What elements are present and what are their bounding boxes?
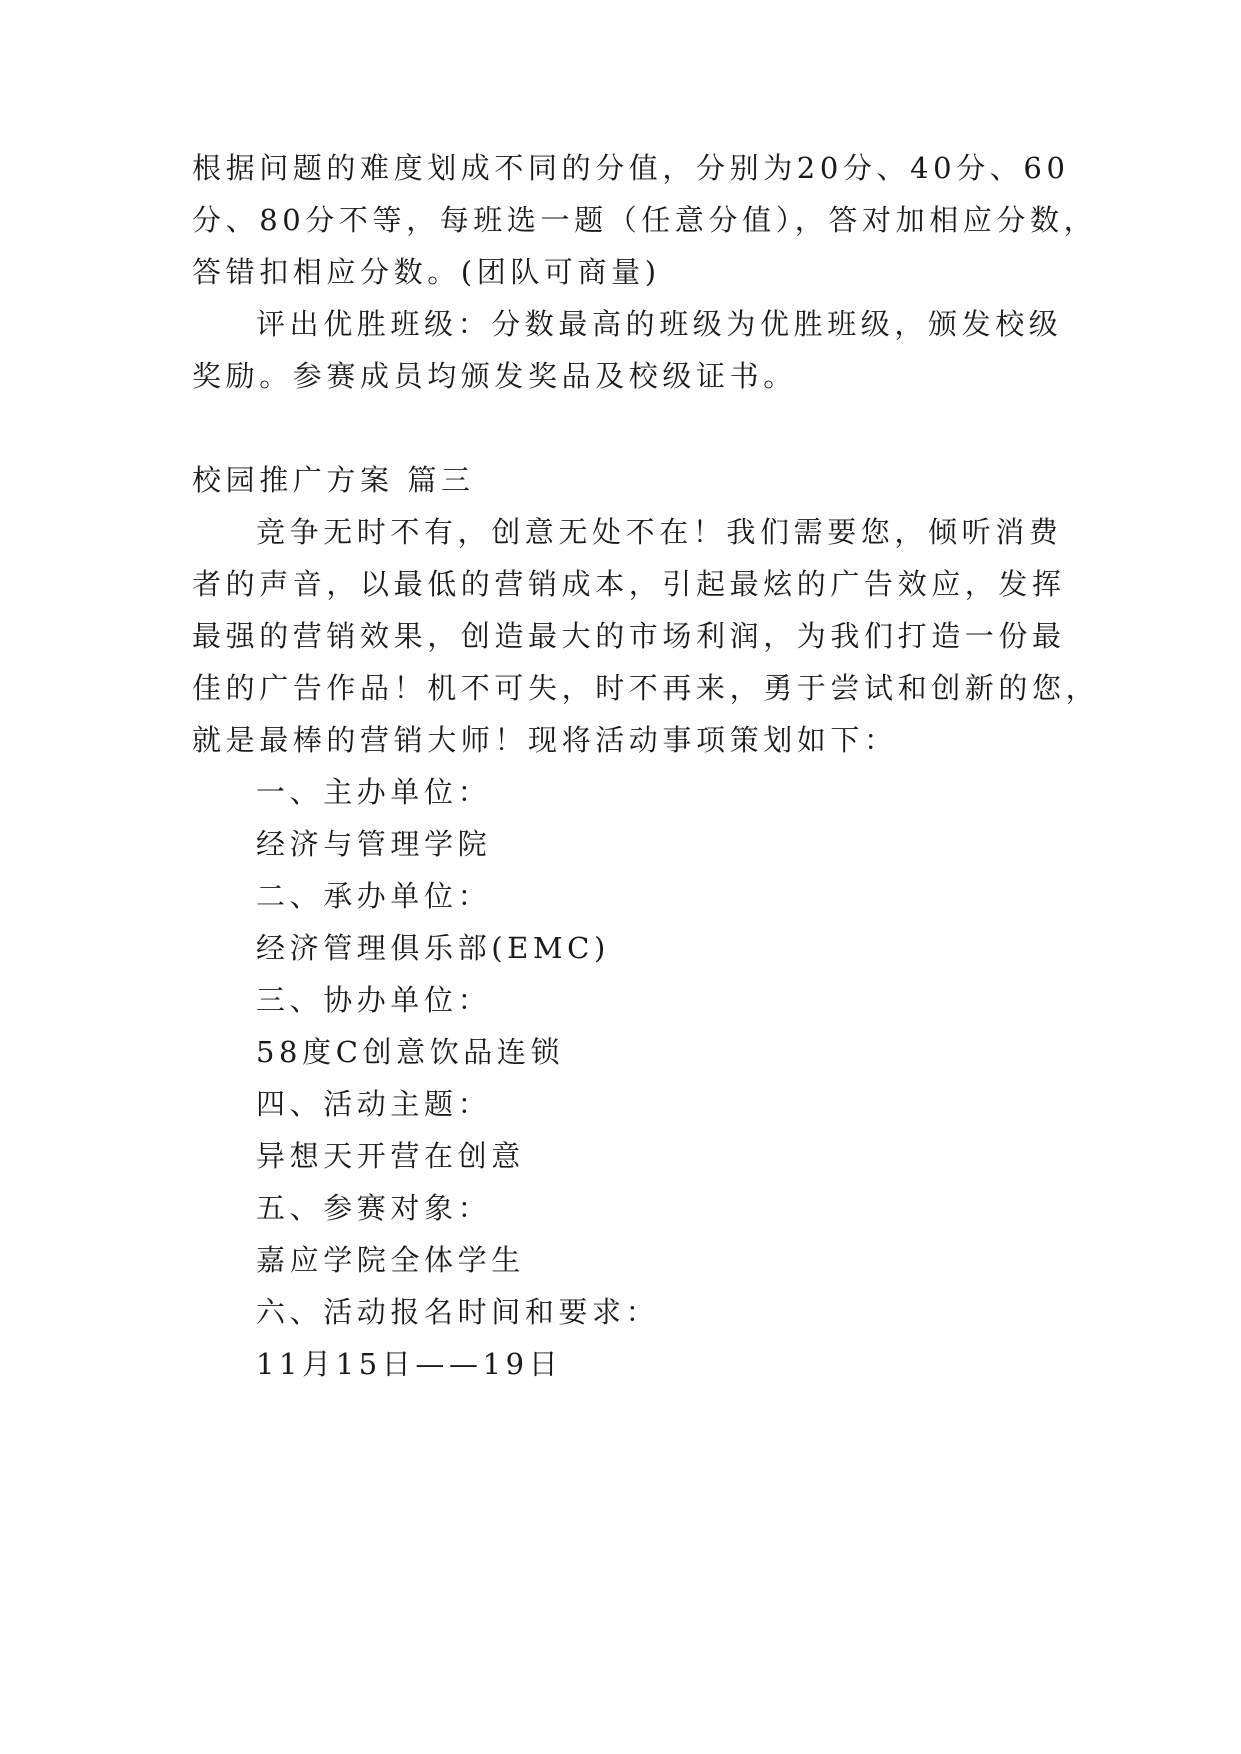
paragraph-1-line-2: 分、80分不等，每班选一题（任意分值），答对加相应分数， bbox=[192, 203, 1098, 237]
item-value-organizer: 经济与管理学院 bbox=[256, 827, 492, 861]
section-title: 校园推广方案 篇三 bbox=[192, 463, 475, 497]
paragraph-1-line-3: 答错扣相应分数。(团队可商量) bbox=[192, 255, 661, 289]
item-heading-co-organizer: 三、协办单位： bbox=[256, 983, 492, 1017]
item-value-participants: 嘉应学院全体学生 bbox=[256, 1243, 525, 1277]
paragraph-3-line-3: 最强的营销效果，创造最大的市场利润，为我们打造一份最 bbox=[192, 619, 1066, 653]
item-heading-participants: 五、参赛对象： bbox=[256, 1191, 492, 1225]
item-heading-theme: 四、活动主题： bbox=[256, 1087, 492, 1121]
item-heading-registration: 六、活动报名时间和要求： bbox=[256, 1295, 660, 1329]
paragraph-3-line-1: 竞争无时不有，创意无处不在！我们需要您，倾听消费 bbox=[256, 515, 1063, 549]
item-heading-organizer: 一、主办单位： bbox=[256, 775, 492, 809]
item-value-theme: 异想天开营在创意 bbox=[256, 1139, 525, 1173]
item-value-host: 经济管理俱乐部(EMC) bbox=[256, 931, 610, 965]
paragraph-2-line-1: 评出优胜班级：分数最高的班级为优胜班级，颁发校级 bbox=[256, 307, 1063, 341]
item-value-co-organizer: 58度C创意饮品连锁 bbox=[256, 1035, 565, 1069]
paragraph-3-line-2: 者的声音，以最低的营销成本，引起最炫的广告效应，发挥 bbox=[192, 567, 1066, 601]
paragraph-2-line-2: 奖励。参赛成员均颁发奖品及校级证书。 bbox=[192, 359, 797, 393]
item-heading-host: 二、承办单位： bbox=[256, 879, 492, 913]
paragraph-3-line-4: 佳的广告作品！机不可失，时不再来，勇于尝试和创新的您， bbox=[192, 671, 1100, 705]
paragraph-3-line-5: 就是最棒的营销大师！现将活动事项策划如下： bbox=[192, 723, 898, 757]
item-value-registration: 11月15日——19日 bbox=[256, 1347, 563, 1381]
paragraph-1-line-1: 根据问题的难度划成不同的分值，分别为20分、40分、60 bbox=[192, 151, 1070, 185]
